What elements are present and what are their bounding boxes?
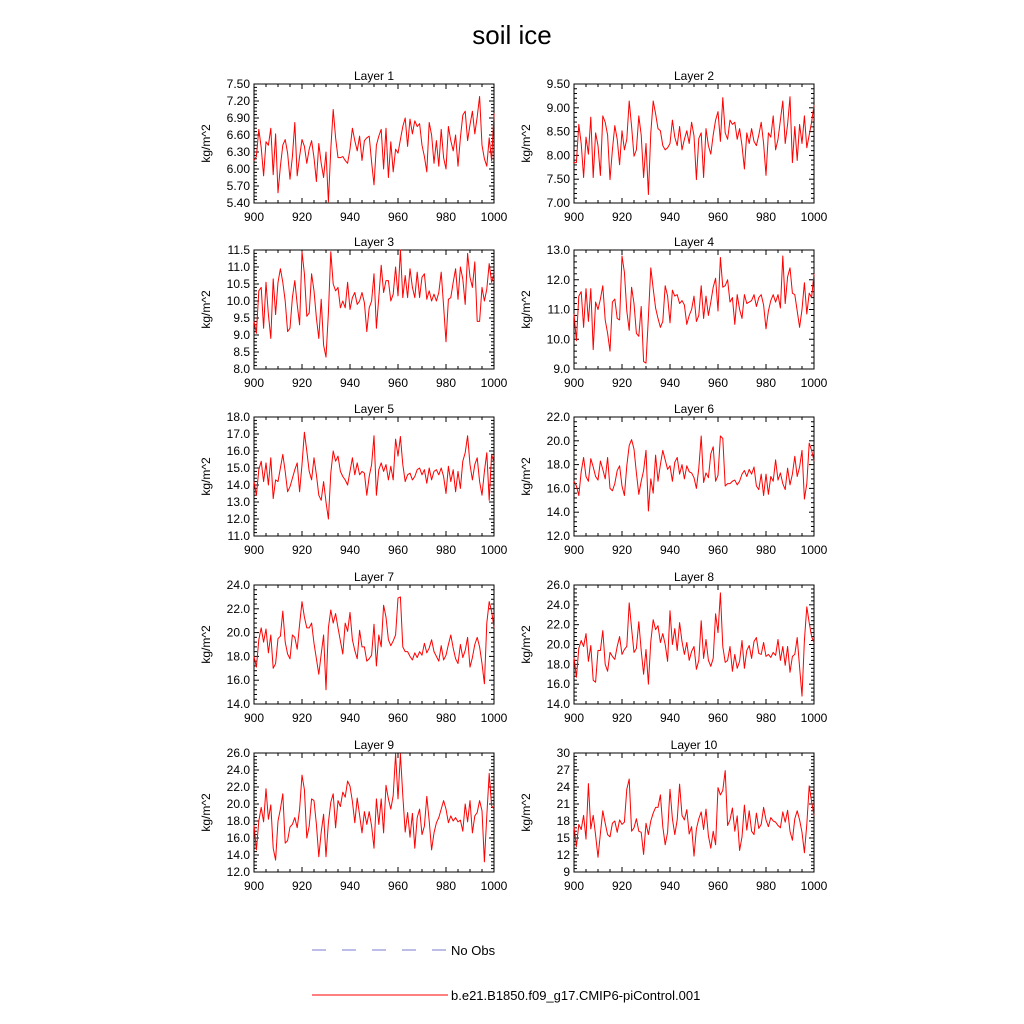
- y-tick-label: 10.0: [546, 332, 570, 347]
- panel-layer-6: [519, 402, 828, 557]
- x-tick-label: 900: [243, 543, 265, 557]
- panel-layer-5: [199, 402, 508, 557]
- y-tick-label: 8.5: [233, 345, 250, 359]
- panel-title: Layer 1: [353, 69, 395, 83]
- x-tick-label: 900: [563, 210, 585, 224]
- x-tick-label: 940: [659, 879, 681, 893]
- legend-model-label: b.e21.B1850.f09_g17.CMIP6-piControl.001: [451, 988, 701, 1003]
- x-tick-label: 920: [611, 376, 633, 390]
- y-tick-label: 11.0: [547, 302, 570, 317]
- x-tick-label: 940: [339, 711, 361, 725]
- panel-title: Layer 10: [670, 738, 718, 752]
- y-tick-label: 15.0: [226, 461, 250, 475]
- y-tick-label: 12.0: [226, 512, 250, 526]
- x-tick-label: 1000: [800, 543, 828, 557]
- panel-title: Layer 7: [353, 570, 395, 584]
- y-tick-label: 9.00: [546, 100, 570, 115]
- panel-layer-9: [199, 738, 508, 893]
- x-tick-label: 920: [291, 711, 313, 725]
- y-axis-label: kg/m^2: [199, 290, 213, 329]
- y-tick-label: 14.0: [546, 505, 570, 520]
- figure-title: soil ice: [472, 20, 552, 50]
- x-tick-label: 1000: [800, 210, 828, 224]
- x-tick-label: 1000: [800, 879, 828, 893]
- x-tick-label: 900: [243, 711, 265, 725]
- y-tick-label: 18.0: [226, 814, 250, 828]
- y-axis-label: kg/m^2: [519, 290, 533, 329]
- x-tick-label: 960: [707, 210, 729, 224]
- y-tick-label: 24.0: [546, 597, 570, 612]
- x-tick-label: 920: [611, 210, 633, 224]
- legend: [312, 943, 700, 1003]
- x-tick-label: 960: [707, 879, 729, 893]
- y-tick-label: 24: [556, 780, 570, 794]
- x-tick-label: 960: [387, 879, 409, 893]
- chart-panels: [199, 69, 828, 893]
- x-tick-label: 900: [563, 711, 585, 725]
- panel-layer-4: [519, 235, 828, 390]
- y-tick-label: 12.0: [546, 529, 570, 543]
- y-axis-label: kg/m^2: [199, 793, 213, 832]
- x-tick-label: 960: [387, 543, 409, 557]
- x-tick-label: 980: [755, 711, 777, 725]
- panel-title: Layer 3: [353, 235, 395, 249]
- x-tick-label: 960: [707, 543, 729, 557]
- x-tick-label: 940: [339, 543, 361, 557]
- panel-title: Layer 9: [353, 738, 395, 752]
- y-tick-label: 8.0: [233, 362, 250, 376]
- plot-frame: [254, 417, 494, 536]
- x-tick-label: 940: [659, 376, 681, 390]
- x-tick-label: 980: [755, 376, 777, 390]
- x-tick-label: 900: [243, 376, 265, 390]
- panel-layer-2: [519, 69, 828, 224]
- x-tick-label: 900: [563, 376, 585, 390]
- x-tick-label: 940: [339, 879, 361, 893]
- y-tick-label: 10.0: [226, 294, 250, 308]
- y-tick-label: 14.0: [226, 848, 250, 862]
- x-tick-label: 920: [611, 711, 633, 725]
- x-tick-label: 920: [611, 879, 633, 893]
- y-tick-label: 9.0: [553, 362, 570, 376]
- series-line-1: [254, 96, 494, 201]
- x-tick-label: 920: [291, 210, 313, 224]
- series-line-8: [574, 593, 814, 696]
- y-tick-label: 7.50: [226, 77, 250, 91]
- x-tick-label: 980: [435, 210, 457, 224]
- y-tick-label: 12: [556, 848, 570, 862]
- x-tick-label: 960: [707, 376, 729, 390]
- x-tick-label: 1000: [800, 711, 828, 725]
- y-tick-label: 12.0: [226, 865, 250, 879]
- x-tick-label: 980: [435, 711, 457, 725]
- y-tick-label: 20.0: [226, 625, 250, 640]
- x-tick-label: 920: [611, 543, 633, 557]
- y-tick-label: 6.90: [226, 111, 250, 125]
- y-tick-label: 24.0: [226, 763, 250, 777]
- x-tick-label: 1000: [480, 711, 508, 725]
- y-tick-label: 20.0: [546, 433, 570, 448]
- x-tick-label: 960: [387, 210, 409, 224]
- y-tick-label: 21: [556, 797, 570, 811]
- y-tick-label: 11.5: [227, 243, 250, 257]
- y-tick-label: 24.0: [226, 578, 250, 592]
- y-axis-label: kg/m^2: [519, 625, 533, 664]
- y-tick-label: 12.0: [546, 272, 570, 287]
- y-tick-label: 30: [556, 746, 570, 760]
- x-tick-label: 940: [339, 376, 361, 390]
- y-axis-label: kg/m^2: [199, 625, 213, 664]
- x-tick-label: 920: [291, 543, 313, 557]
- x-tick-label: 960: [707, 711, 729, 725]
- y-tick-label: 22.0: [226, 601, 250, 616]
- x-tick-label: 1000: [480, 879, 508, 893]
- y-axis-label: kg/m^2: [519, 793, 533, 832]
- y-tick-label: 16.0: [546, 677, 570, 692]
- x-tick-label: 920: [291, 376, 313, 390]
- x-tick-label: 920: [291, 879, 313, 893]
- y-tick-label: 20.0: [226, 797, 250, 811]
- panel-layer-3: [199, 235, 508, 390]
- x-tick-label: 900: [563, 879, 585, 893]
- x-tick-label: 980: [435, 543, 457, 557]
- panel-title: Layer 4: [673, 235, 715, 249]
- x-tick-label: 960: [387, 376, 409, 390]
- plot-frame: [574, 585, 814, 704]
- x-tick-label: 980: [755, 210, 777, 224]
- x-tick-label: 980: [755, 879, 777, 893]
- y-tick-label: 16.0: [226, 673, 250, 688]
- y-tick-label: 16.0: [226, 831, 250, 845]
- y-tick-label: 7.20: [226, 94, 250, 108]
- x-tick-label: 980: [755, 543, 777, 557]
- y-tick-label: 20.0: [546, 637, 570, 652]
- series-line-4: [574, 256, 814, 363]
- x-tick-label: 940: [659, 210, 681, 224]
- y-tick-label: 8.00: [546, 148, 570, 163]
- y-tick-label: 9.5: [233, 311, 250, 325]
- y-tick-label: 17.0: [226, 427, 250, 441]
- x-tick-label: 940: [659, 543, 681, 557]
- panel-title: Layer 8: [673, 570, 715, 584]
- y-tick-label: 16.0: [546, 481, 570, 496]
- x-tick-label: 940: [339, 210, 361, 224]
- y-tick-label: 18.0: [226, 410, 250, 424]
- series-line-9: [254, 754, 494, 862]
- y-tick-label: 9.0: [233, 328, 250, 342]
- y-tick-label: 13.0: [226, 495, 250, 509]
- plot-frame: [254, 250, 494, 369]
- y-tick-label: 5.70: [226, 179, 250, 193]
- y-tick-label: 6.00: [226, 162, 250, 176]
- y-tick-label: 18: [556, 814, 570, 828]
- series-line-10: [574, 771, 814, 858]
- y-tick-label: 18.0: [546, 657, 570, 672]
- y-tick-label: 10.5: [226, 277, 250, 291]
- x-tick-label: 1000: [800, 376, 828, 390]
- legend-obs-label: No Obs: [451, 943, 496, 958]
- y-tick-label: 16.0: [226, 444, 250, 458]
- x-tick-label: 900: [243, 879, 265, 893]
- x-tick-label: 960: [387, 711, 409, 725]
- y-tick-label: 5.40: [226, 196, 250, 210]
- y-tick-label: 22.0: [546, 617, 570, 632]
- x-tick-label: 1000: [480, 543, 508, 557]
- y-tick-label: 9.50: [546, 77, 570, 91]
- series-line-6: [574, 436, 814, 511]
- y-tick-label: 6.60: [226, 128, 250, 142]
- y-tick-label: 9: [563, 865, 570, 879]
- y-tick-label: 26.0: [546, 578, 570, 592]
- series-line-7: [254, 597, 494, 690]
- y-tick-label: 11.0: [227, 260, 250, 274]
- y-tick-label: 7.50: [546, 172, 570, 187]
- y-tick-label: 11.0: [227, 529, 250, 543]
- y-tick-label: 14.0: [226, 697, 250, 711]
- panel-layer-1: [199, 69, 508, 224]
- panel-layer-8: [519, 570, 828, 725]
- panel-title: Layer 6: [673, 402, 715, 416]
- y-tick-label: 27: [556, 763, 570, 777]
- x-tick-label: 900: [243, 210, 265, 224]
- plot-frame: [254, 585, 494, 704]
- panel-layer-7: [199, 570, 508, 725]
- y-tick-label: 18.0: [546, 457, 570, 472]
- y-axis-label: kg/m^2: [199, 457, 213, 496]
- y-tick-label: 26.0: [226, 746, 250, 760]
- x-tick-label: 900: [563, 543, 585, 557]
- y-axis-label: kg/m^2: [519, 457, 533, 496]
- y-tick-label: 18.0: [226, 649, 250, 664]
- series-line-5: [254, 432, 494, 519]
- y-axis-label: kg/m^2: [199, 124, 213, 163]
- y-tick-label: 13.0: [546, 243, 570, 257]
- y-tick-label: 15: [556, 831, 570, 845]
- panel-title: Layer 5: [353, 402, 395, 416]
- y-tick-label: 6.30: [226, 145, 250, 159]
- y-tick-label: 8.50: [546, 124, 570, 139]
- x-tick-label: 1000: [480, 376, 508, 390]
- x-tick-label: 980: [435, 879, 457, 893]
- x-tick-label: 940: [659, 711, 681, 725]
- y-tick-label: 14.0: [226, 478, 250, 492]
- panel-layer-10: [519, 738, 828, 893]
- y-axis-label: kg/m^2: [519, 124, 533, 163]
- y-tick-label: 14.0: [546, 697, 570, 711]
- y-tick-label: 7.00: [546, 196, 570, 210]
- y-tick-label: 22.0: [546, 410, 570, 424]
- x-tick-label: 980: [435, 376, 457, 390]
- x-tick-label: 1000: [480, 210, 508, 224]
- panel-title: Layer 2: [673, 69, 715, 83]
- plot-frame: [254, 753, 494, 872]
- series-line-2: [574, 97, 814, 195]
- series-line-3: [254, 250, 494, 357]
- y-tick-label: 22.0: [226, 780, 250, 794]
